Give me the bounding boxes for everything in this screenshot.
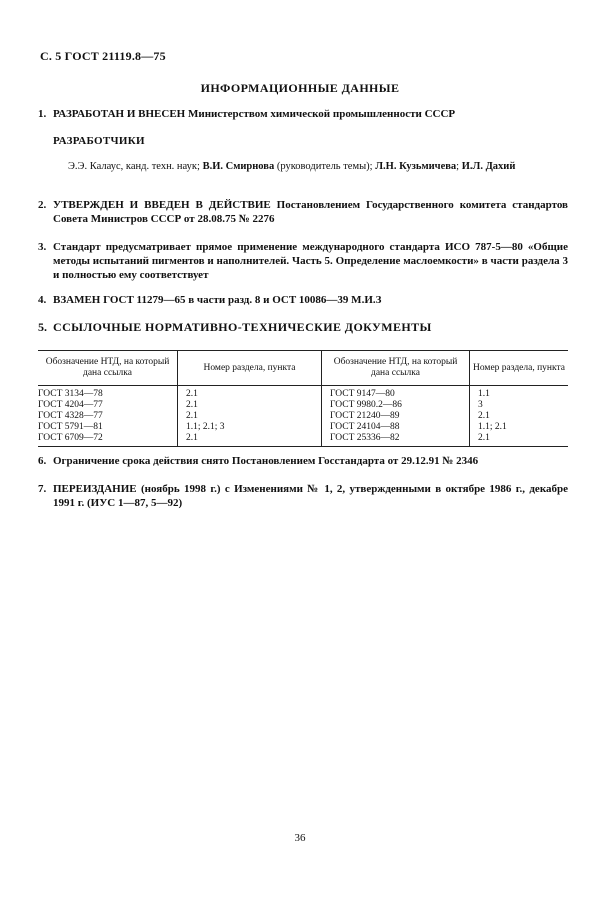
item-number: 5. [38, 320, 47, 334]
developer-separator: ; [456, 161, 462, 172]
table-cell: 2.1 [178, 386, 322, 401]
info-item-3 [38, 240, 568, 282]
item-lead: ПЕРЕИЗДАНИЕ [53, 483, 137, 495]
developers-heading: РАЗРАБОТЧИКИ [53, 135, 145, 147]
table-cell: ГОСТ 3134—78 [38, 389, 103, 399]
item-number: 7. [38, 483, 47, 495]
item-lead: ССЫЛОЧНЫЕ НОРМАТИВНО-ТЕХНИЧЕСКИЕ ДОКУМЕНТЫ [53, 320, 432, 334]
table-cell: 2.1 [178, 411, 322, 422]
table-row [38, 422, 568, 433]
item-lead: УТВЕРЖДЕН И ВВЕДЕН В ДЕЙСТВИЕ [53, 199, 271, 211]
col-header-ntd: Обозначение НТД, на который дана ссылка [38, 351, 178, 386]
item-number: 6. [38, 455, 47, 467]
col-header-ntd: Обозначение НТД, на который дана ссылка [322, 351, 470, 386]
info-item-4 [38, 293, 568, 307]
item-text: Министерством химической промышленности СССР [185, 108, 456, 120]
page-header: С. 5 ГОСТ 21119.8—75 [40, 49, 166, 63]
item-lead: РАЗРАБОТАН И ВНЕСЕН [53, 108, 186, 120]
info-item-1 [38, 107, 568, 121]
table-cell: 3 [470, 400, 569, 411]
table-cell: ГОСТ 5791—81 [38, 422, 103, 432]
developer-name: Л.Н. Кузьмичева [375, 161, 457, 172]
table-row [38, 386, 568, 401]
table-cell: ГОСТ 6709—72 [38, 433, 178, 447]
table-cell: ГОСТ 9147—80 [322, 386, 470, 401]
table-cell: 2.1 [178, 433, 322, 447]
info-item-6 [38, 454, 568, 468]
item-text: Постановлением Государственного комитета стандартов Совета Министров СССР от 28.08.75 № 2276 [53, 199, 568, 225]
table-cell: ГОСТ 4204—77 [38, 400, 103, 410]
developer-role: (руководитель темы); [274, 161, 376, 172]
info-item-5 [38, 320, 568, 334]
table-cell: ГОСТ 21240—89 [322, 411, 470, 422]
developer-role: , канд. техн. наук; [120, 161, 203, 172]
table-cell: 1.1 [470, 386, 569, 401]
developer-name: И.Л. Дахий [461, 161, 516, 172]
item-number: 3. [38, 241, 47, 253]
table-cell: 2.1 [178, 400, 322, 411]
developer-name: Э.Э. Калаус [68, 161, 121, 172]
item-number: 1. [38, 108, 47, 120]
item-text: Ограничение срока действия снято Постановлением Госстандарта от 29.12.91 № 2346 [53, 455, 479, 467]
item-number: 2. [38, 199, 47, 211]
page-title: ИНФОРМАЦИОННЫЕ ДАННЫЕ [200, 81, 400, 95]
table-cell: ГОСТ 9980.2—86 [322, 400, 470, 411]
developer-name: В.И. Смирнова [202, 161, 275, 172]
item-lead: ВЗАМЕН ГОСТ 11279—65 в части разд. 8 и ОСТ 10086—39 М.И.З [53, 294, 382, 306]
item-text: Стандарт предусматривает прямое применение международного стандарта ИСО 787-5—80 «Общие методы испытаний пигментов и наполнителей. Часть 5. Определение маслоемкости» в части раздела 3 и полностью ему соответствует [53, 241, 568, 281]
info-item-2 [38, 198, 568, 226]
item-number: 4. [38, 294, 47, 306]
table-row [38, 433, 568, 447]
table-cell: ГОСТ 4328—77 [38, 411, 103, 421]
table-row [38, 411, 568, 422]
table-cell: 2.1 [470, 411, 569, 422]
col-header-section: Номер раздела, пункта [470, 351, 569, 386]
table-cell: 2.1 [470, 433, 569, 447]
developers-list [68, 160, 568, 174]
table-row [38, 400, 568, 411]
table-cell: ГОСТ 25336—82 [322, 433, 470, 447]
table-cell: 1.1; 2.1; 3 [178, 422, 322, 433]
col-header-section: Номер раздела, пункта [178, 351, 322, 386]
table-cell: ГОСТ 24104—88 [322, 422, 470, 433]
table-cell: 1.1; 2.1 [470, 422, 569, 433]
table-header-row [38, 351, 568, 386]
reference-documents-table [38, 350, 568, 447]
item-text: (ноябрь 1998 г.) с Изменениями № 1, 2, утвержденными в октябре 1986 г., декабре 1991 г. (ИУС 1—87, 5—92) [53, 483, 568, 509]
page-number: 36 [294, 832, 306, 844]
info-item-7 [38, 482, 568, 510]
